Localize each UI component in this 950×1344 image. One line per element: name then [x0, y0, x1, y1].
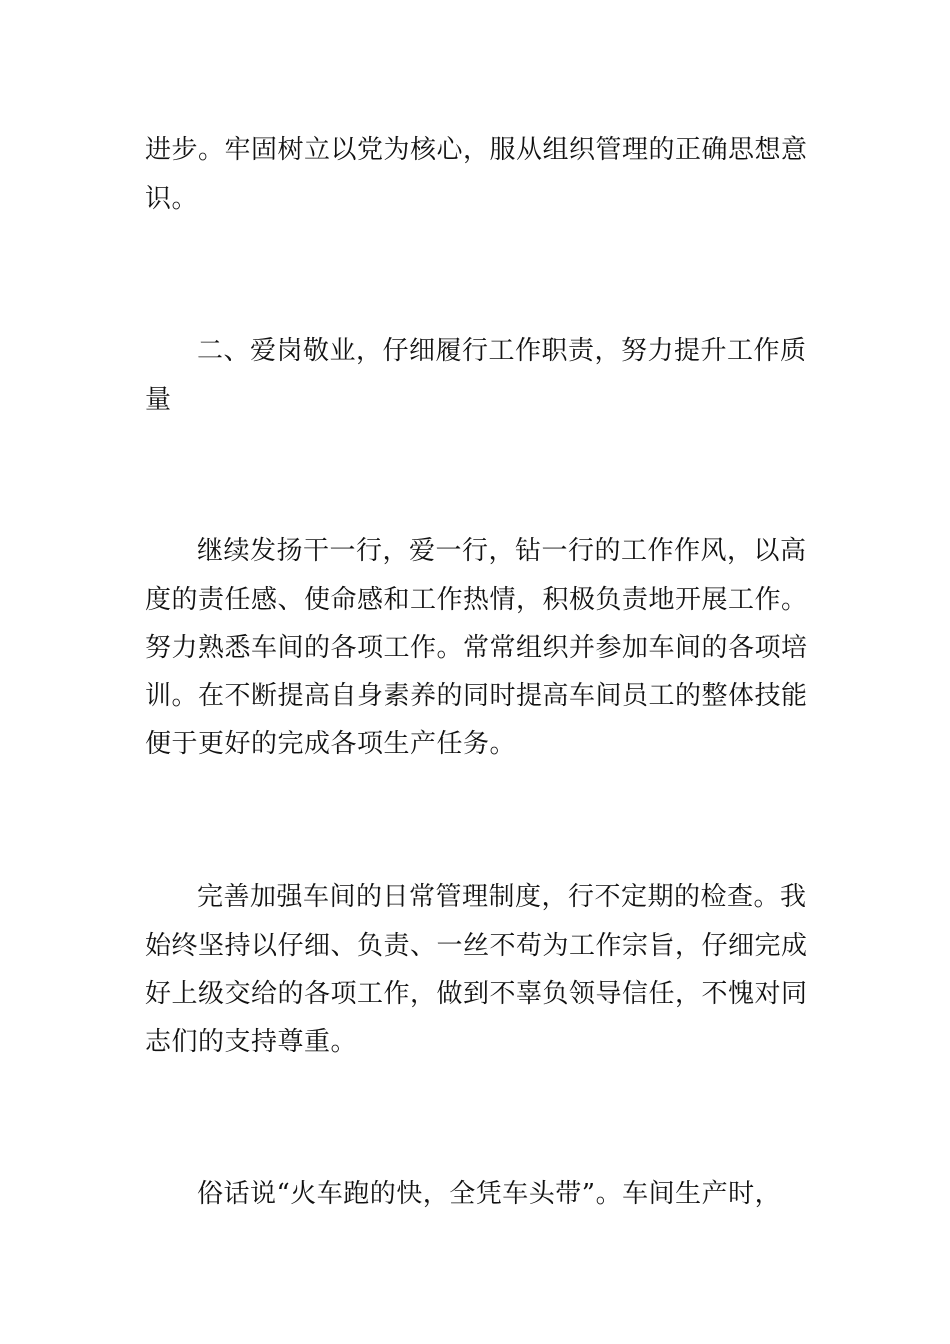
paragraph-3-line-1: 继续发扬干一行，爱一行，钻一行的工作作风，以高: [197, 536, 807, 566]
section-heading-line-2: 量: [145, 385, 172, 415]
paragraph-3-line-4: 训。在不断提高自身素养的同时提高车间员工的整体技能: [145, 681, 808, 711]
paragraph-1-line-2: 识。: [145, 184, 199, 214]
paragraph-3-line-2: 度的责任感、使命感和工作热情，积极负责地开展工作。: [145, 585, 808, 615]
paragraph-5-line-1: 俗话说“火车跑的快，全凭车头带”。车间生产时，: [197, 1179, 782, 1209]
paragraph-4-line-4: 志们的支持尊重。: [145, 1027, 358, 1057]
paragraph-4-line-3: 好上级交给的各项工作，做到不辜负领导信任，不愧对同: [145, 979, 808, 1009]
paragraph-4-line-1: 完善加强车间的日常管理制度，行不定期的检查。我: [197, 882, 807, 912]
paragraph-3-line-5: 便于更好的完成各项生产任务。: [145, 729, 517, 759]
paragraph-4-line-2: 始终坚持以仔细、负责、一丝不苟为工作宗旨，仔细完成: [145, 931, 808, 961]
paragraph-3-line-3: 努力熟悉车间的各项工作。常常组织并参加车间的各项培: [145, 633, 808, 663]
paragraph-1-line-1: 进步。牢固树立以党为核心，服从组织管理的正确思想意: [145, 135, 808, 165]
section-heading-line-1: 二、爱岗敬业，仔细履行工作职责，努力提升工作质: [197, 336, 807, 366]
